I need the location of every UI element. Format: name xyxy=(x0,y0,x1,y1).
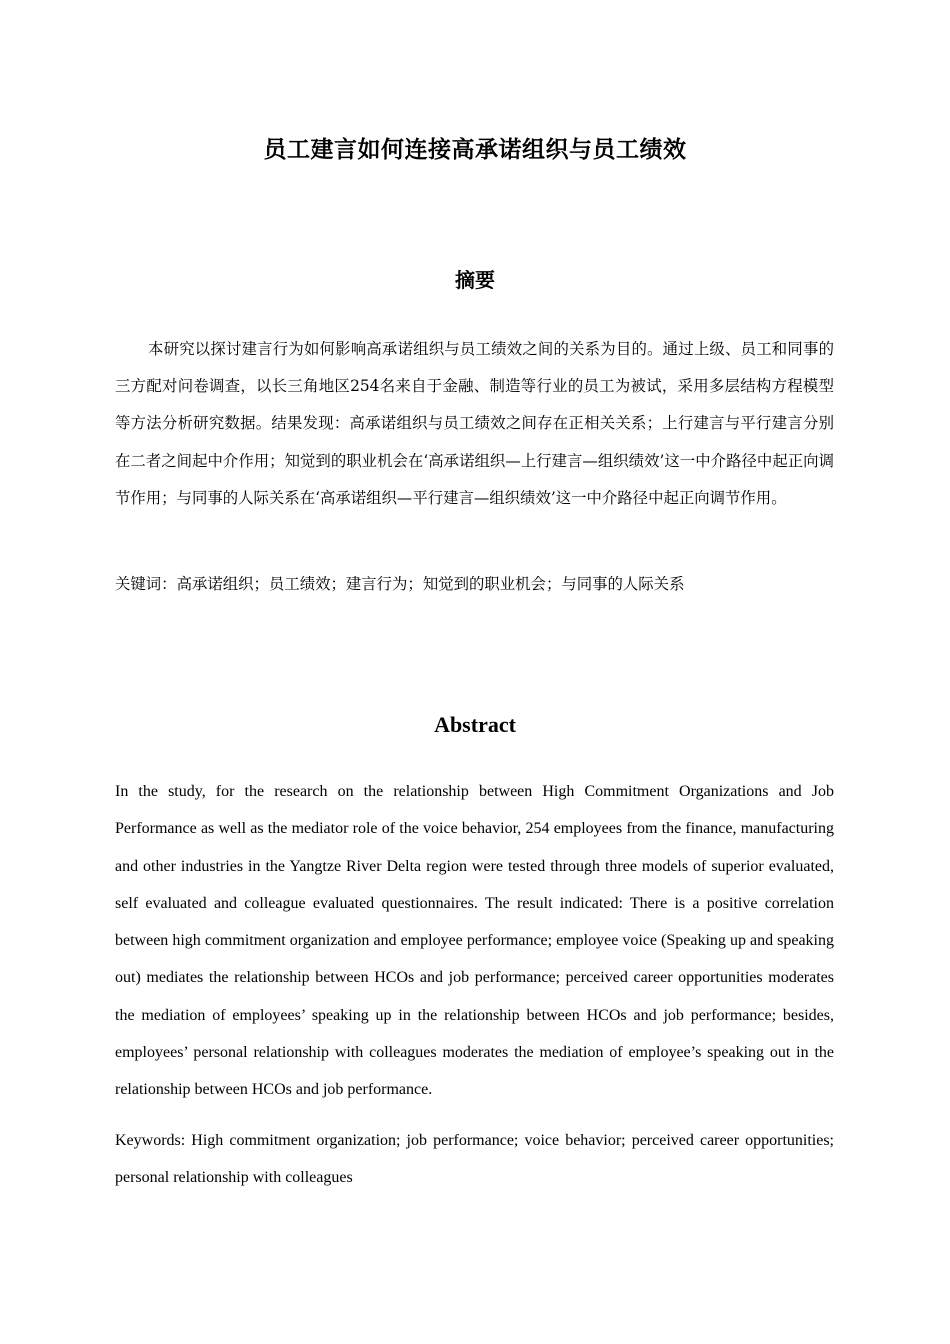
english-abstract-body: In the study, for the research on the relationship between High Commitment Organizations and Job Performance as well as the mediator role of the voice behavior, 254 employees from the finance, manufacturing and other industries in the Yangtze River Delta region were tested through three models of superior evaluated, self evaluated and colleague evaluated questionnaires. The result indicated: There is a positive correlation between high commitment organization and employee performance; employee voice (Speaking up and speaking out) mediates the relationship between HCOs and job performance; perceived career opportunities moderates the mediation of employees’ speaking up in the relationship between HCOs and job performance; besides, employees’ personal relationship with colleagues moderates the mediation of employee’s speaking out in the relationship between HCOs and job performance. xyxy=(115,783,834,1099)
chinese-abstract-body: 本研究以探讨建言行为如何影响高承诺组织与员工绩效之间的关系为目的。通过上级、员工和同事的三方配对问卷调查，以长三角地区254名来自于金融、制造等行业的员工为被试，采用多层结构方程模型等方法分析研究数据。结果发现：高承诺组织与员工绩效之间存在正相关关系；上行建言与平行建言分别在二者之间起中介作用；知觉到的职业机会在‘高承诺组织—上行建言—组织绩效’这一中介路径中起正向调节作用；与同事的人际关系在‘高承诺组织—平行建言—组织绩效’这一中介路径中起正向调节作用。 xyxy=(115,340,834,507)
chinese-abstract-heading: 摘要 xyxy=(455,268,495,292)
english-abstract-heading: Abstract xyxy=(434,712,516,737)
paper-title: 员工建言如何连接高承诺组织与员工绩效 xyxy=(263,136,687,163)
english-keywords: Keywords: High commitment organization; job performance; voice behavior; perceived career opportunities; personal relationship with colleagues xyxy=(115,1132,834,1187)
chinese-keywords: 关键词：高承诺组织；员工绩效；建言行为；知觉到的职业机会；与同事的人际关系 xyxy=(115,575,685,593)
